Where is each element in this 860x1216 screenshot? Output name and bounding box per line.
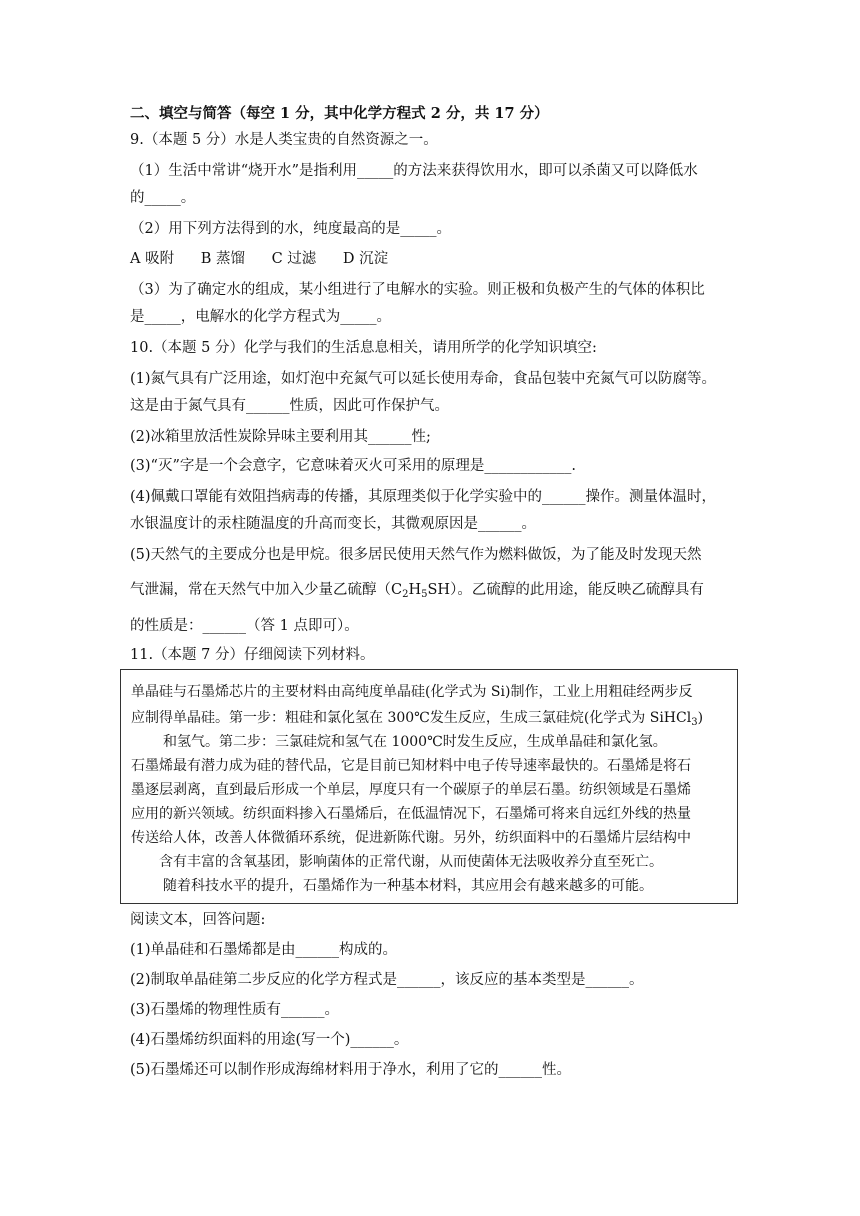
material-line: 随着科技水平的提升，石墨烯作为一种基本材料，其应用会有越来越多的可能。 [163, 878, 653, 894]
material-line: 单晶硅与石墨烯芯片的主要材料由高纯度单晶硅(化学式为 Si)制作，工业上用粗硅经两步反 [131, 684, 693, 700]
q11-stem: 11.（本题 7 分）仔细阅读下列材料。 [130, 647, 375, 663]
formula-subscript: 5 [421, 589, 428, 600]
q9-option-c: C 过滤 [271, 251, 317, 267]
q9-option-a: A 吸附 [130, 251, 175, 267]
q10-part5-line3: 的性质是：______（答 1 点即可）。 [130, 618, 359, 634]
material-line: 石墨烯最有潜力成为硅的替代品，它是目前已知材料中电子传导速率最快的。石墨烯是将石 [131, 758, 691, 774]
material-line: 应制得单晶硅。第一步：粗硅和氯化氢在 300℃发生反应，生成三氯硅烷(化学式为 SiHCl$_3$) [131, 710, 704, 728]
q11-part2: (2)制取单晶硅第二步反应的化学方程式是______，该反应的基本类型是______。 [130, 972, 644, 988]
q10-part1-line2: 这是由于氮气具有______性质，因此可作保护气。 [130, 398, 449, 414]
material-line: 应用的新兴领域。纺织面料掺入石墨烯后，在低温情况下，石墨烯可将来自远红外线的热量 [131, 806, 691, 822]
material-line: 传送给人体，改善人体微循环系统，促进新陈代谢。另外，纺织面料中的石墨烯片层结构中 [131, 830, 691, 846]
formula-subscript: 2 [402, 589, 409, 600]
q9-stem: 9.（本题 5 分）水是人类宝贵的自然资源之一。 [130, 132, 438, 148]
q9-part1-line2: 的_____。 [130, 190, 196, 206]
q11-part1: (1)单晶硅和石墨烯都是由______构成的。 [130, 942, 398, 958]
q10-part3: (3)“灭”字是一个会意字，它意味着灭火可采用的原理是____________. [130, 458, 576, 474]
q11-part3: (3)石墨烯的物理性质有______。 [130, 1002, 340, 1018]
q9-part3-line1: （3）为了确定水的组成，某小组进行了电解水的实验。则正极和负极产生的气体的体积比 [130, 282, 705, 298]
formula-h: H [408, 582, 422, 598]
q11-part4: (4)石墨烯纺织面料的用途(写一个)______。 [130, 1032, 409, 1048]
section-heading: 二、填空与简答（每空 1 分，其中化学方程式 2 分，共 17 分） [130, 105, 549, 122]
material-line: 和氢气。第二步：三氯硅烷和氢气在 1000℃时发生反应，生成单晶硅和氯化氢。 [163, 734, 667, 750]
q11-prompt: 阅读文本，回答问题: [130, 912, 266, 928]
q9-part1-line1: （1）生活中常讲“烧开水”是指利用_____的方法来获得饮用水，即可以杀菌又可以降低水 [130, 163, 698, 179]
material-line: 含有丰富的含氧基团，影响菌体的正常代谢，从而使菌体无法吸收养分直至死亡。 [159, 854, 663, 870]
q10-part1-line1: (1)氮气具有广泛用途，如灯泡中充氮气可以延长使用寿命，食品包装中充氮气可以防腐等。 [130, 371, 717, 387]
material-line: 墨逐层剥离，直到最后形成一个单层，厚度只有一个碳原子的单层石墨。纺织领域是石墨烯 [131, 782, 691, 798]
q9-part3-line2: 是_____，电解水的化学方程式为_____。 [130, 309, 391, 325]
formula-subscript: 3 [691, 717, 698, 728]
q9-option-d: D 沉淀 [342, 251, 389, 267]
q10-part4-line2: 水银温度计的汞柱随温度的升高而变长，其微观原因是______。 [130, 516, 536, 532]
q9-options [130, 249, 388, 269]
q10-part5-line2 [130, 580, 704, 600]
q9-option-b: B 蒸馏 [200, 251, 245, 267]
q10-part5-text-a: 气泄漏，常在天然气中加入少量乙硫醇（C [130, 582, 403, 598]
q10-part5-text-b: SH）。乙硫醇的此用途，能反映乙硫醇具有 [427, 582, 704, 598]
q10-part4-line1: (4)佩戴口罩能有效阻挡病毒的传播，其原理类似于化学实验中的______操作。测量体温时， [130, 489, 717, 505]
reading-material-box [120, 669, 738, 904]
q10-part2: (2)冰箱里放活性炭除异味主要利用其______性; [130, 429, 431, 445]
q10-stem: 10.（本题 5 分）化学与我们的生活息息相关，请用所学的化学知识填空: [130, 340, 597, 356]
q10-part5-line1: (5)天然气的主要成分也是甲烷。很多居民使用天然气作为燃料做饭，为了能及时发现天然 [130, 547, 702, 563]
q11-part5: (5)石墨烯还可以制作形成海绵材料用于净水，利用了它的______性。 [130, 1062, 572, 1078]
q9-part2: （2）用下列方法得到的水，纯度最高的是_____。 [130, 221, 451, 237]
